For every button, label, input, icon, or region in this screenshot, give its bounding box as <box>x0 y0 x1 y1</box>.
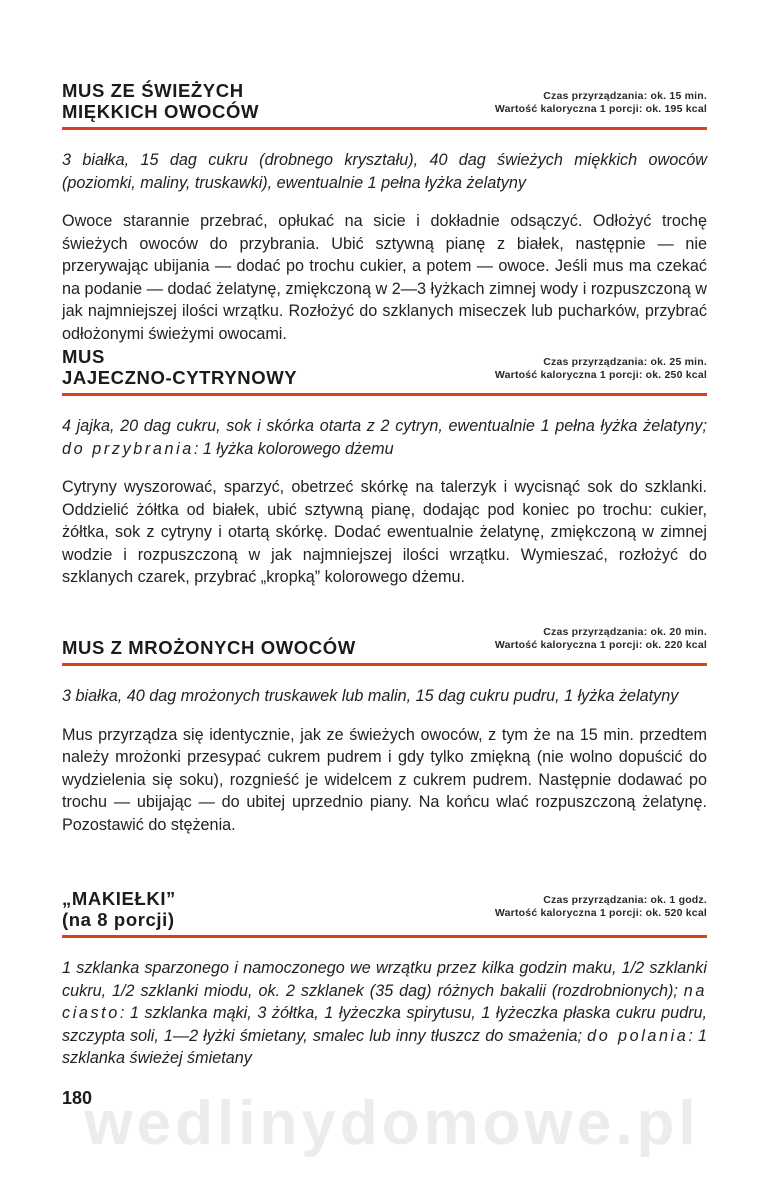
recipe-title <box>62 637 356 658</box>
ingredients-text: : 1 szklanka świeżej śmietany <box>62 1026 707 1067</box>
calories: Wartość kaloryczna 1 porcji: ok. 195 kcal <box>494 103 707 115</box>
recipe-meta <box>495 626 707 652</box>
method: Mus przyrządza się identycznie, jak ze świeżych owoców, z tym że na 15 min. przedtem należy mrożonki przesypać cukrem pudrem i gdy tylko zmiękną (nie wolno dopuścić do wydzielenia się soku), rozgnieść je widelcem z cukrem pudrem. Następnie dodawać po trochu — ubijając — do ubitej uprzednio piany. Na końcu wlać rozpuszczoną żelatynę. Pozostawić do stężenia. <box>62 725 707 834</box>
ingredients-section-label: do polania <box>587 1026 689 1045</box>
ingredients-section-label: do przybrania <box>62 439 194 458</box>
page-number: 180 <box>62 1088 93 1108</box>
calories: Wartość kaloryczna 1 porcji: ok. 520 kcal <box>494 907 707 919</box>
recipe-title-line: MIĘKKICH OWOCÓW <box>62 101 260 122</box>
calories: Wartość kaloryczna 1 porcji: ok. 250 kcal <box>494 369 707 381</box>
ingredients: 3 białka, 40 dag mrożonych truskawek lub malin, 15 dag cukru pudru, 1 łyżka żelatyny <box>62 687 679 705</box>
calories: Wartość kaloryczna 1 porcji: ok. 220 kcal <box>494 639 707 651</box>
title-divider <box>62 127 707 130</box>
ingredients <box>62 415 707 460</box>
ingredients-text: 4 jajka, 20 dag cukru, sok i skórka otarta z 2 cytryn, ewentualnie 1 pełna łyżka żelatyny; <box>62 417 707 435</box>
recipe-header <box>62 622 707 662</box>
ingredients-text: : 1 łyżka kolorowego dżemu <box>193 439 394 458</box>
recipe-header <box>62 80 707 126</box>
recipe-mus-z-mrozonych <box>62 622 707 836</box>
recipe-header <box>62 346 707 392</box>
recipe-title <box>62 888 176 930</box>
ingredients-text: : 1 szklanka mąki, 3 żółtka, 1 łyżeczka spirytusu, 1 łyżeczka płaska cukru pudru, szczypta soli, 1—2 łyżki śmietany, smalec lub inny tłuszcz do smażenia; <box>62 1004 707 1045</box>
recipe-meta <box>495 894 707 920</box>
ingredients-text: 1 szklanka sparzonego i namoczonego we wrzątku przez kilka godzin maku, 1/2 szklanki cukru, 1/2 szklanki miodu, ok. 2 szklanek (35 dag) różnych bakalii (rozdrobnionych); <box>62 959 707 1000</box>
ingredients-section-label: na ciasto <box>62 981 707 1022</box>
recipe-title-line: MUS <box>62 346 105 367</box>
recipe-title <box>62 346 297 388</box>
prep-time: Czas przyrządzania: ok. 25 min. <box>543 356 707 368</box>
recipe-header <box>62 890 707 934</box>
method: Cytryny wyszorować, sparzyć, obetrzeć skórkę na talerzyk i wycisnąć sok do szklanki. Oddzielić żółtka od białek, ubić sztywną pianę, dodając pod koniec po trochu: cukier, żółtka, sok z cytryny i otartą skórkę. Dodać ewentualnie żelatynę, zmiękczoną w zimnej wodzie i rozpuszczoną w jak najmniejszej ilości wrzątku. Wymieszać, rozłożyć do szklanych czarek, przybrać „kropką” kolorowego dżemu. <box>62 478 707 586</box>
ingredients <box>62 957 707 1070</box>
ingredients: 3 białka, 15 dag cukru (drobnego kryształu), 40 dag świeżych miękkich owoców (poziomki, maliny, truskawki), ewentualnie 1 pełna łyżka żelatyny <box>62 151 707 192</box>
recipe-meta <box>495 90 707 116</box>
recipe-title-line: MUS Z MROŻONYCH OWOCÓW <box>62 637 356 658</box>
watermark: wedlinydomowe.pl <box>84 1089 700 1158</box>
prep-time: Czas przyrządzania: ok. 15 min. <box>543 90 707 102</box>
recipe-title-line: JAJECZNO-CYTRYNOWY <box>62 367 298 388</box>
prep-time: Czas przyrządzania: ok. 1 godz. <box>543 894 707 906</box>
recipe-makielki <box>62 890 707 1070</box>
recipe-meta <box>495 356 707 382</box>
recipe-title <box>62 80 259 122</box>
recipe-title-line: „MAKIEŁKI” <box>62 888 176 909</box>
prep-time: Czas przyrządzania: ok. 20 min. <box>543 626 707 638</box>
recipe-mus-jajeczno-cytrynowy <box>62 346 707 589</box>
recipe-mus-ze-swiezych <box>62 80 707 345</box>
title-divider <box>62 935 707 938</box>
method: Owoce starannie przebrać, opłukać na sicie i dokładnie odsączyć. Odłożyć trochę świeżych owoców do przybrania. Ubić sztywną pianę z białek, następnie — nie przerywając ubijania — dodać po trochu cukier, a potem — owoce. Jeśli mus ma czekać na podanie — dodać żelatynę, zmiękczoną w 2—3 łyżkach zimnej wody i rozpuszczoną w jak najmniejszej ilości wrzątku. Rozłożyć do szklanych miseczek lub pucharków, przybrać odłożonymi świeżymi owocami. <box>62 212 707 343</box>
recipe-title-line: MUS ZE ŚWIEŻYCH <box>62 80 244 101</box>
recipe-title-line: (na 8 porcji) <box>62 909 175 930</box>
title-divider <box>62 663 707 666</box>
title-divider <box>62 393 707 396</box>
